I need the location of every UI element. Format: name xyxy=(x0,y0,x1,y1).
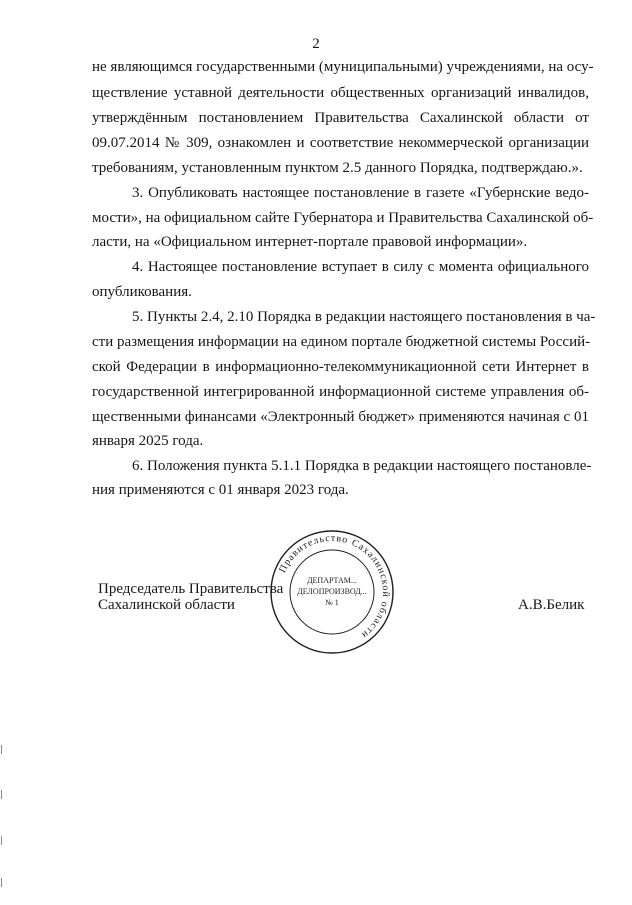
paragraph-5-line-1: 5. Пункты 2.4, 2.10 Порядка в редакции настоящего постановления в ча- xyxy=(132,309,596,325)
signatory-position-line-2: Сахалинской области xyxy=(98,597,235,613)
paragraph-5-line-4: государственной интегрированной информационной системе управления об- xyxy=(92,384,589,400)
paragraph-5-line-3: ской Федерации в информационно-телекоммуникационной сети Интернет в xyxy=(92,359,589,375)
paragraph-1-line-5: требованиям, установленным пунктом 2.5 данного Порядка, подтверждаю.». xyxy=(92,160,583,176)
paragraph-1-line-1: не являющимся государственными (муниципальными) учреждениями, на осу- xyxy=(92,59,594,75)
scan-edge-mark xyxy=(1,790,2,799)
official-seal-stamp xyxy=(268,528,396,656)
scan-edge-mark xyxy=(1,878,2,887)
paragraph-1-line-3: утверждённым постановлением Правительства Сахалинской области от xyxy=(92,110,589,126)
seal-outer-text: Правительство Сахалинской области xyxy=(277,532,392,641)
paragraph-3-line-3: ласти, на «Официальном интернет-портале правовой информации». xyxy=(92,234,528,250)
paragraph-5-line-6: января 2025 года. xyxy=(92,433,204,449)
signatory-position-line-1: Председатель Правительства xyxy=(98,581,284,597)
paragraph-4-line-2: опубликования. xyxy=(92,284,192,300)
paragraph-6-line-1: 6. Положения пункта 5.1.1 Порядка в редакции настоящего постановле- xyxy=(132,458,592,474)
paragraph-5-line-2: сти размещения информации на едином портале бюджетной системы Россий- xyxy=(92,334,591,350)
paragraph-6-line-2: ния применяются с 01 января 2023 года. xyxy=(92,482,349,498)
paragraph-4-line-1: 4. Настоящее постановление вступает в силу с момента официального xyxy=(132,259,589,275)
paragraph-3-line-1: 3. Опубликовать настоящее постановление в газете «Губернские ведо- xyxy=(132,185,589,201)
paragraph-1-line-4: 09.07.2014 № 309, ознакомлен и соответствие некоммерческой организации xyxy=(92,135,589,151)
paragraph-3-line-2: мости», на официальном сайте Губернатора и Правительства Сахалинской об- xyxy=(92,210,594,226)
signatory-name: А.В.Белик xyxy=(518,597,585,613)
seal-inner-text-2: ДЕЛОПРОИЗВОД... xyxy=(297,587,367,596)
scan-edge-mark xyxy=(1,745,2,754)
page-number: 2 xyxy=(312,36,320,52)
scan-edge-mark xyxy=(1,836,2,845)
seal-inner-text-3: № 1 xyxy=(325,598,339,607)
paragraph-5-line-5: щественными финансами «Электронный бюджет» применяются начиная с 01 xyxy=(92,409,589,425)
paragraph-1-line-2: ществление уставной деятельности общественных организаций инвалидов, xyxy=(92,85,589,101)
seal-inner-text-1: ДЕПАРТАМ... xyxy=(307,576,357,585)
